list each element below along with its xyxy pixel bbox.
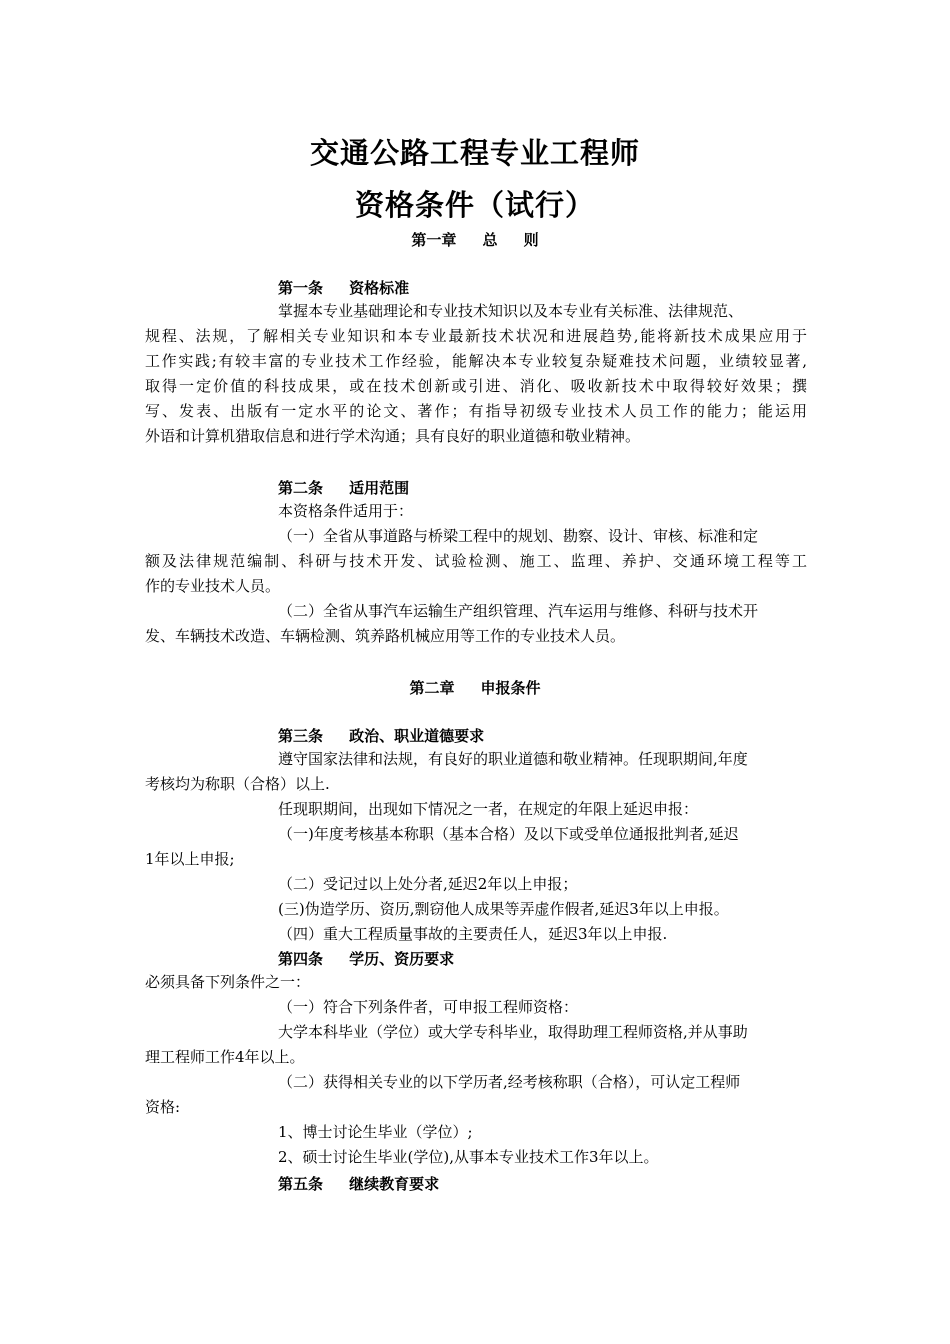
article3-line: （二）受记过以上处分者,延迟2年以上申报； xyxy=(278,875,578,893)
article1-line: 取得一定价值的科技成果，或在技术创新或引进、消化、吸收新技术中取得较好效果；撰 xyxy=(145,377,807,395)
article3-heading: 第三条 政治、职业道德要求 xyxy=(278,727,485,745)
article5-heading: 第五条 继续教育要求 xyxy=(278,1175,440,1193)
article3-line: （四）重大工程质量事故的主要责任人，延迟3年以上申报. xyxy=(278,925,668,943)
article2-line: （二）全省从事汽车运输生产组织管理、汽车运用与维修、科研与技术开 xyxy=(278,602,759,620)
chapter2-heading: 第二章 申报条件 xyxy=(409,679,541,697)
article1-heading: 第一条 资格标准 xyxy=(278,279,410,297)
document-title-line2: 资格条件（试行） xyxy=(354,188,595,222)
article1-line: 工作实践;有较丰富的专业技术工作经验，能解决本专业较复杂疑难技术问题，业绩较显著, xyxy=(145,352,807,370)
article1-line: 外语和计算机猎取信息和进行学术沟通；具有良好的职业道德和敬业精神。 xyxy=(145,427,641,445)
article3-line: 遵守国家法律和法规，有良好的职业道德和敬业精神。任现职期间,年度 xyxy=(278,750,748,768)
article4-line: 1、博士讨论生毕业（学位）; xyxy=(278,1123,473,1141)
article1-line: 写、发表、出版有一定水平的论文、著作；有指导初级专业技术人员工作的能力；能运用 xyxy=(145,402,807,420)
article4-line: （二）获得相关专业的以下学历者,经考核称职（合格），可认定工程师 xyxy=(278,1073,741,1091)
article2-heading: 第二条 适用范围 xyxy=(278,479,410,497)
document-title-line1: 交通公路工程专业工程师 xyxy=(309,136,640,170)
article2-line: 作的专业技术人员。 xyxy=(145,577,281,595)
article4-line: 必须具备下列条件之一： xyxy=(145,973,311,991)
article4-line: 2、硕士讨论生毕业(学位),从事本专业技术工作3年以上。 xyxy=(278,1148,659,1166)
article2-line: 发、车辆技术改造、车辆检测、筑养路机械应用等工作的专业技术人员。 xyxy=(145,627,626,645)
article3-line: 考核均为称职（合格）以上. xyxy=(145,775,330,793)
article2-line: （一）全省从事道路与桥梁工程中的规划、勘察、设计、审核、标准和定 xyxy=(278,527,759,545)
article4-line: 大学本科毕业（学位）或大学专科毕业，取得助理工程师资格,并从事助 xyxy=(278,1023,748,1041)
article2-line: 本资格条件适用于： xyxy=(278,502,414,520)
article4-line: （一）符合下列条件者，可申报工程师资格： xyxy=(278,998,579,1016)
article4-heading: 第四条 学历、资历要求 xyxy=(278,950,455,968)
article1-line: 规程、法规，了解相关专业知识和本专业最新技术状况和进展趋势,能将新技术成果应用于 xyxy=(145,327,807,345)
article2-line: 额及法律规范编制、科研与技术开发、试验检测、施工、监理、养护、交通环境工程等工 xyxy=(145,552,807,570)
article4-line: 理工程师工作4年以上。 xyxy=(145,1048,305,1066)
article3-line: (三)伪造学历、资历,剽窃他人成果等弄虚作假者,延迟3年以上申报。 xyxy=(278,900,729,918)
article4-line: 资格: xyxy=(145,1098,181,1116)
article3-line: （一)年度考核基本称职（基本合格）及以下或受单位通报批判者,延迟 xyxy=(278,825,739,843)
article3-line: 任现职期间，出现如下情况之一者，在规定的年限上延迟申报： xyxy=(278,800,699,818)
article1-line: 掌握本专业基础理论和专业技术知识以及本专业有关标准、法律规范、 xyxy=(278,302,744,320)
article3-line: 1年以上申报; xyxy=(145,850,235,868)
chapter1-heading: 第一章 总 则 xyxy=(411,231,539,249)
